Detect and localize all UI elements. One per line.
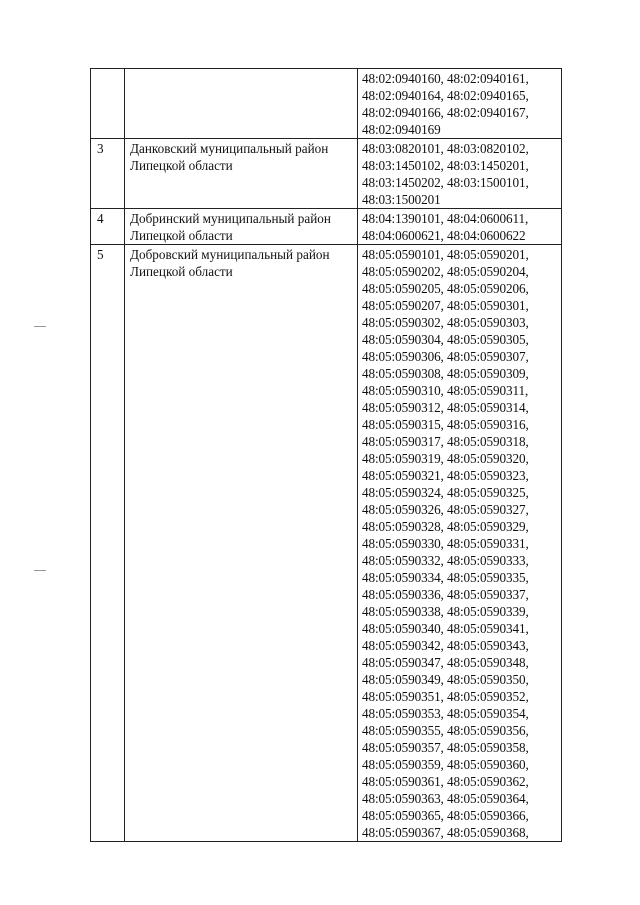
cadastral-codes-cell bbox=[358, 209, 562, 245]
cadastral-code-line: 48:05:0590207, 48:05:0590301, bbox=[362, 298, 529, 313]
cadastral-code-line: 48:05:0590202, 48:05:0590204, bbox=[362, 264, 529, 279]
cadastral-codes-cell bbox=[358, 69, 562, 139]
cadastral-code-line: 48:05:0590363, 48:05:0590364, bbox=[362, 791, 529, 806]
cadastral-code-line: 48:05:0590319, 48:05:0590320, bbox=[362, 451, 529, 466]
scan-mark bbox=[34, 326, 46, 327]
cadastral-code-line: 48:05:0590347, 48:05:0590348, bbox=[362, 655, 529, 670]
cadastral-code-line: 48:05:0590357, 48:05:0590358, bbox=[362, 740, 529, 755]
cadastral-codes bbox=[358, 245, 561, 841]
cadastral-code-line: 48:05:0590365, 48:05:0590366, bbox=[362, 808, 529, 823]
cadastral-code-line: 48:05:0590355, 48:05:0590356, bbox=[362, 723, 529, 738]
cadastral-code-line: 48:05:0590326, 48:05:0590327, bbox=[362, 502, 529, 517]
row-number: 4 bbox=[97, 211, 104, 226]
cadastral-code-line: 48:05:0590304, 48:05:0590305, bbox=[362, 332, 529, 347]
cadastral-code-line: 48:04:0600621, 48:04:0600622 bbox=[362, 228, 526, 243]
cadastral-code-line: 48:05:0590361, 48:05:0590362, bbox=[362, 774, 529, 789]
cadastral-code-line: 48:03:1450102, 48:03:1450201, bbox=[362, 158, 529, 173]
cadastral-codes bbox=[358, 69, 561, 138]
cadastral-code-line: 48:05:0590353, 48:05:0590354, bbox=[362, 706, 529, 721]
cadastral-code-line: 48:05:0590359, 48:05:0590360, bbox=[362, 757, 529, 772]
district-name bbox=[125, 69, 357, 70]
cadastral-codes bbox=[358, 209, 561, 244]
cadastral-code-line: 48:05:0590321, 48:05:0590323, bbox=[362, 468, 529, 483]
row-number bbox=[91, 69, 124, 70]
district-name: Добровский муниципальный район Липецкой области bbox=[130, 247, 330, 279]
cadastral-code-line: 48:02:0940169 bbox=[362, 122, 441, 137]
district-name: Данковский муниципальный район Липецкой области bbox=[130, 141, 329, 173]
table-row bbox=[91, 69, 562, 139]
cadastral-code-line: 48:05:0590324, 48:05:0590325, bbox=[362, 485, 529, 500]
table-row bbox=[91, 245, 562, 842]
cadastral-code-line: 48:05:0590205, 48:05:0590206, bbox=[362, 281, 529, 296]
row-number-cell bbox=[91, 245, 125, 842]
row-number: 3 bbox=[97, 141, 104, 156]
district-name-cell bbox=[125, 245, 358, 842]
cadastral-code-line: 48:05:0590317, 48:05:0590318, bbox=[362, 434, 529, 449]
cadastral-code-line: 48:05:0590336, 48:05:0590337, bbox=[362, 587, 529, 602]
cadastral-code-line: 48:05:0590101, 48:05:0590201, bbox=[362, 247, 529, 262]
row-number-cell bbox=[91, 69, 125, 139]
cadastral-code-line: 48:04:1390101, 48:04:0600611, bbox=[362, 211, 529, 226]
row-number: 5 bbox=[97, 247, 104, 262]
cadastral-code-line: 48:02:0940166, 48:02:0940167, bbox=[362, 105, 529, 120]
cadastral-code-line: 48:03:0820101, 48:03:0820102, bbox=[362, 141, 529, 156]
cadastral-code-line: 48:05:0590302, 48:05:0590303, bbox=[362, 315, 529, 330]
cadastral-codes-cell bbox=[358, 245, 562, 842]
cadastral-code-line: 48:05:0590338, 48:05:0590339, bbox=[362, 604, 529, 619]
table-body bbox=[91, 69, 562, 842]
cadastral-code-line: 48:05:0590310, 48:05:0590311, bbox=[362, 383, 529, 398]
cadastral-code-line: 48:05:0590349, 48:05:0590350, bbox=[362, 672, 529, 687]
cadastral-code-line: 48:03:1500201 bbox=[362, 192, 441, 207]
cadastral-code-line: 48:05:0590334, 48:05:0590335, bbox=[362, 570, 529, 585]
district-name: Добринский муниципальный район Липецкой области bbox=[130, 211, 331, 243]
cadastral-code-line: 48:05:0590351, 48:05:0590352, bbox=[362, 689, 529, 704]
district-name-cell bbox=[125, 139, 358, 209]
district-name-cell bbox=[125, 209, 358, 245]
district-name-cell bbox=[125, 69, 358, 139]
cadastral-code-line: 48:03:1450202, 48:03:1500101, bbox=[362, 175, 529, 190]
cadastral-codes bbox=[358, 139, 561, 208]
cadastral-code-line: 48:05:0590308, 48:05:0590309, bbox=[362, 366, 529, 381]
scan-mark bbox=[34, 570, 46, 571]
cadastral-code-line: 48:05:0590312, 48:05:0590314, bbox=[362, 400, 529, 415]
cadastral-code-line: 48:05:0590332, 48:05:0590333, bbox=[362, 553, 529, 568]
cadastral-code-line: 48:05:0590315, 48:05:0590316, bbox=[362, 417, 529, 432]
cadastral-code-line: 48:05:0590328, 48:05:0590329, bbox=[362, 519, 529, 534]
cadastral-code-line: 48:05:0590367, 48:05:0590368, bbox=[362, 825, 529, 840]
row-number-cell bbox=[91, 209, 125, 245]
row-number-cell bbox=[91, 139, 125, 209]
cadastral-codes-cell bbox=[358, 139, 562, 209]
table-row bbox=[91, 209, 562, 245]
cadastral-code-line: 48:02:0940160, 48:02:0940161, bbox=[362, 71, 529, 86]
cadastral-code-line: 48:05:0590330, 48:05:0590331, bbox=[362, 536, 529, 551]
table-row bbox=[91, 139, 562, 209]
cadastral-code-line: 48:05:0590342, 48:05:0590343, bbox=[362, 638, 529, 653]
cadastral-code-line: 48:05:0590340, 48:05:0590341, bbox=[362, 621, 529, 636]
cadastral-code-line: 48:02:0940164, 48:02:0940165, bbox=[362, 88, 529, 103]
cadastral-code-line: 48:05:0590306, 48:05:0590307, bbox=[362, 349, 529, 364]
cadastral-table bbox=[90, 68, 562, 842]
